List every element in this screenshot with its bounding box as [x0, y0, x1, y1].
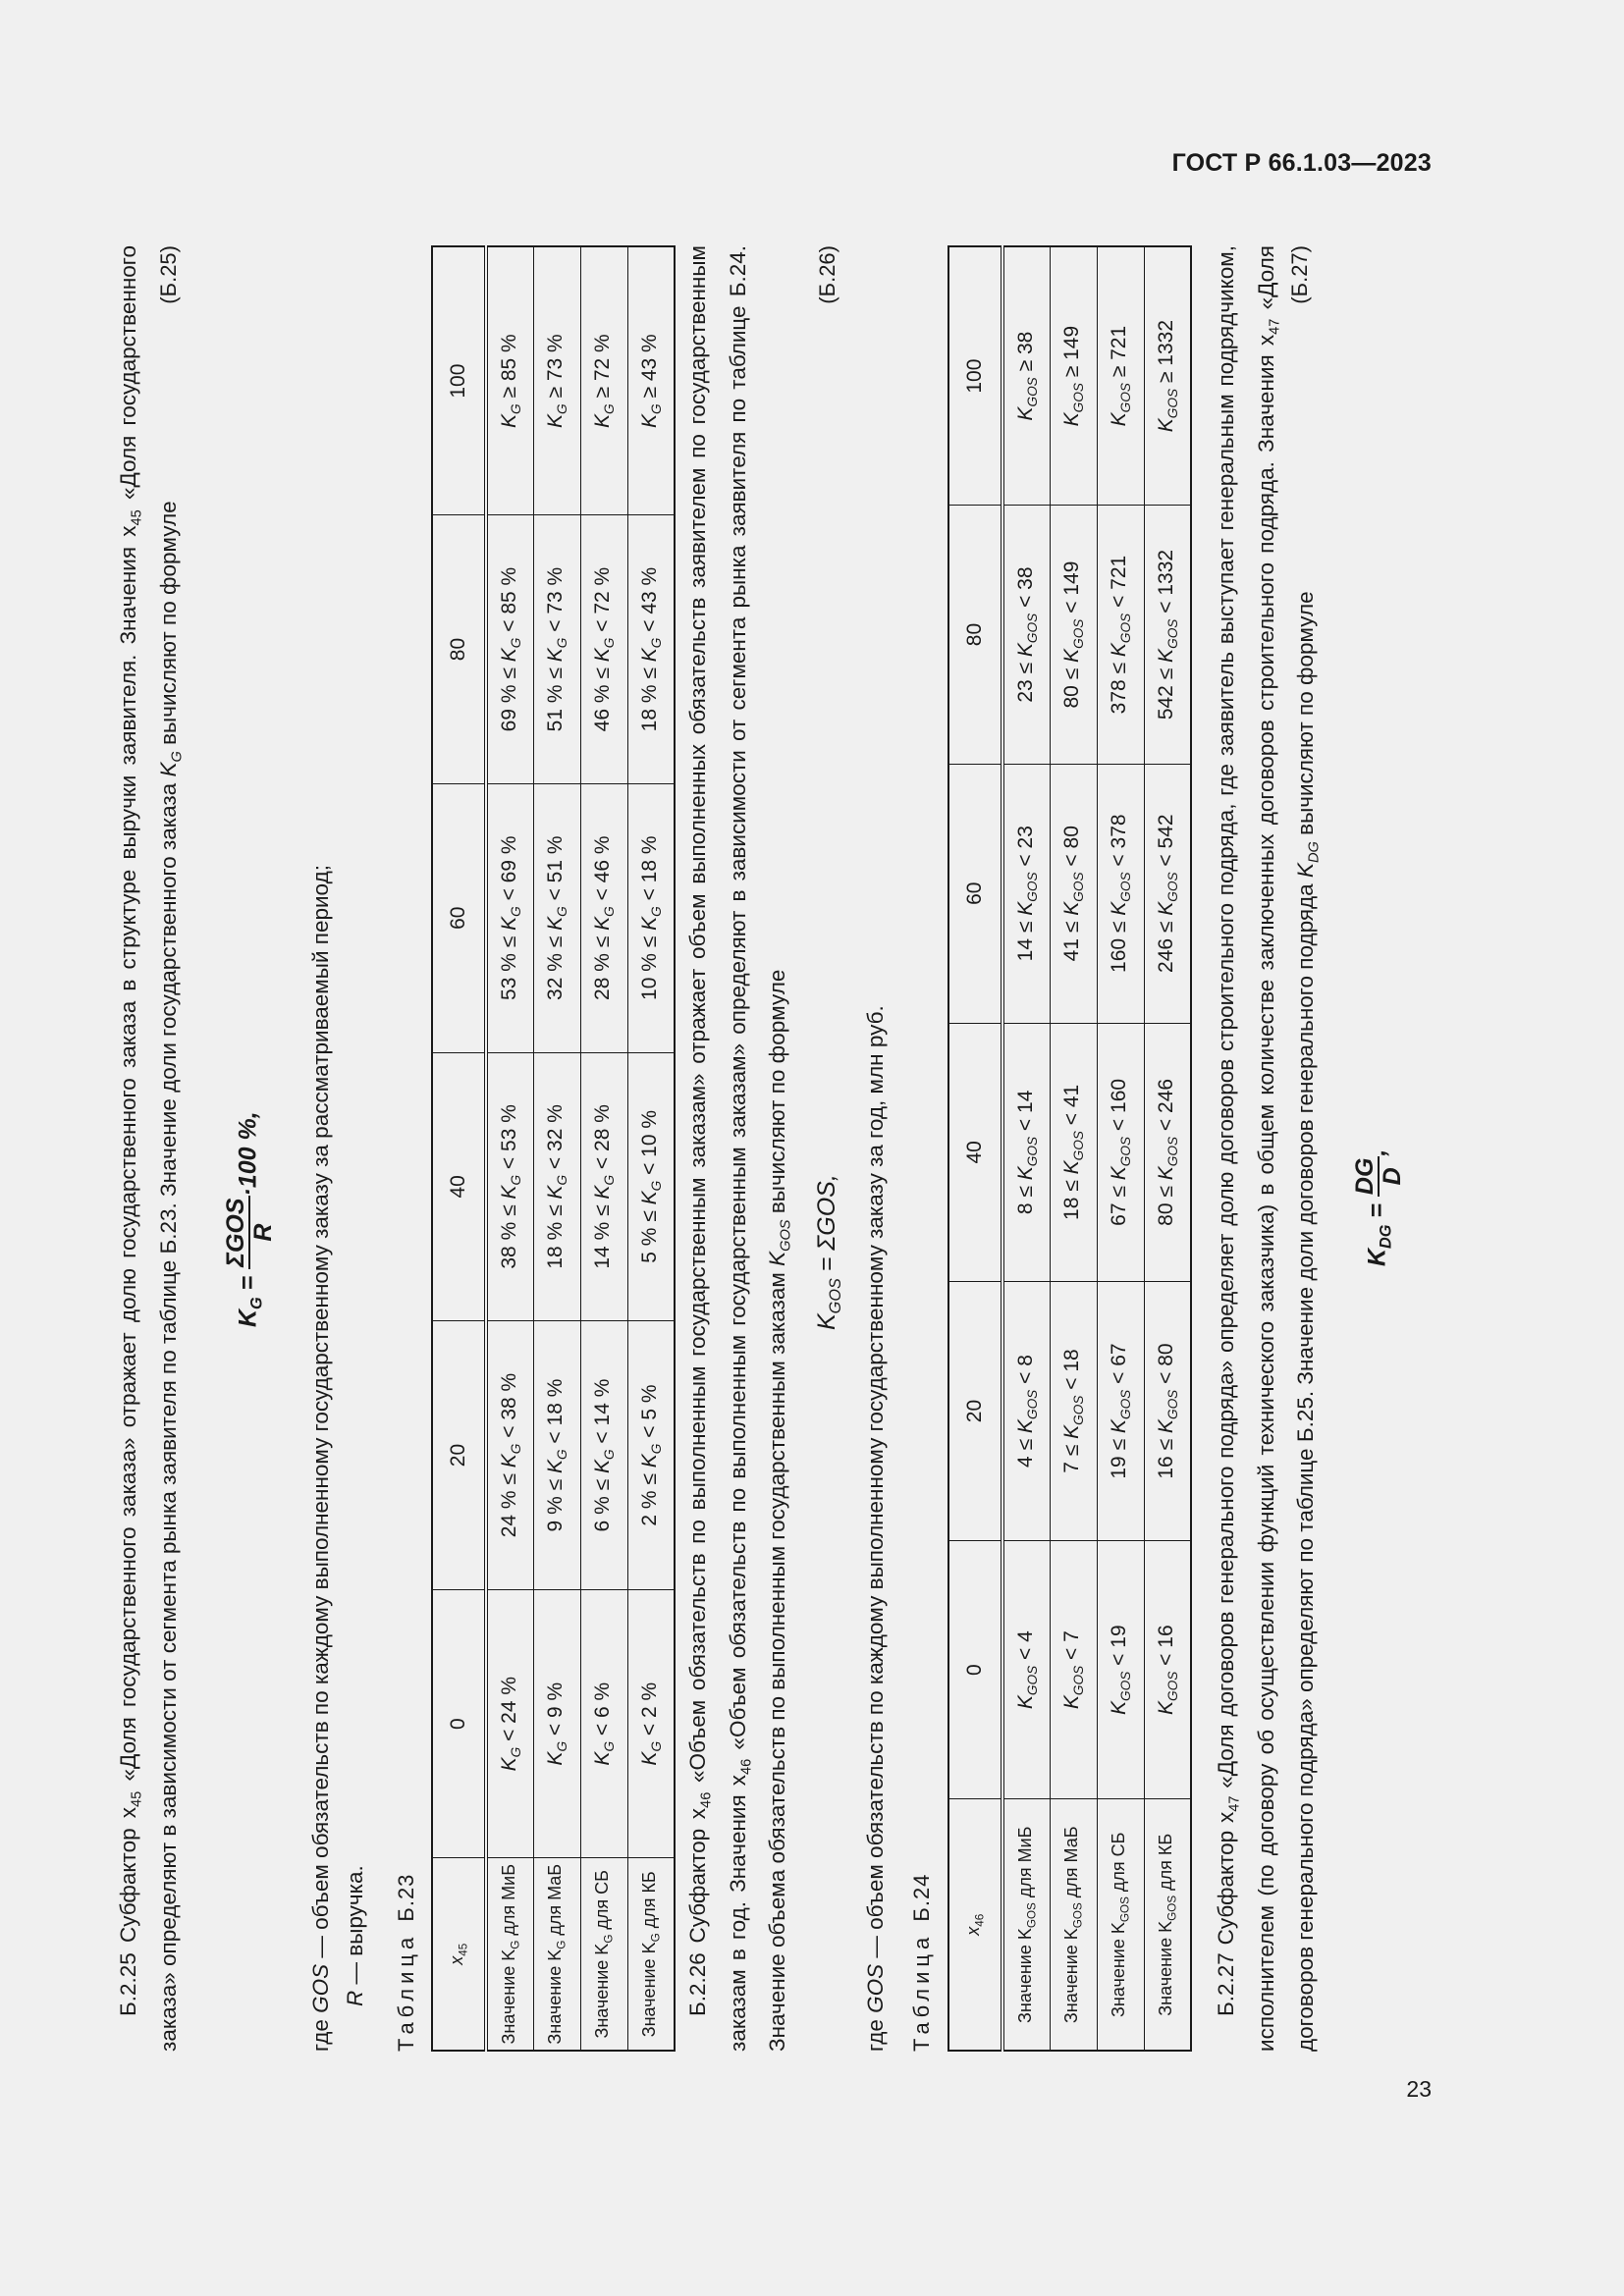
column-header: 0 [432, 1589, 486, 1858]
column-header: 80 [948, 506, 1002, 765]
table-cell: $K_{GOS} \ge 1332$ [1144, 246, 1191, 506]
table-cell: $K_{GOS} < 16$ [1144, 1540, 1191, 1799]
table-cell: $16 \le K_{GOS} < 80$ [1144, 1282, 1191, 1541]
table-cell: $K_{GOS} \ge 721$ [1097, 246, 1144, 506]
table-cell: 51 % ≤ $K_G < 73$ % [533, 515, 580, 784]
table-row [948, 246, 1002, 2051]
table-cell: $542 \le K_{GOS} < 1332$ [1144, 506, 1191, 765]
rotated-content: Б.2.25 Субфактор $x_{45}$ «Доля государственного заказа» отражает долю государственного заказа в структуре выручки заявителя. Значения $x_{45}$ «Доля государственного заказа» определяют в зависимости от сегмента рынка заявителя по таблице Б.23. Значение доли государственного заказа $K_G$ вычисляют по формуле $K_G$ = ΣGOS R ·100 %, (Б.25) где GOS — объем обязательств по каждому выполненному государственному заказу за рассматриваемый период; R — выручка. Таблица Б.23 $x_{45}$ 0 20 40 60 80 100 Значение $K_G$ для МиБ $K_G < 24$ % 24 % ≤ $K_G < 38$ % 38 % ≤ $K_G < 53$ % 53 % ≤ $K_G < 69$ % 69 % ≤ $K_G < 85$ % $K_G \ge 85$ % Значение $K_G$ для МаБ $K_G < 9$ % 9 % ≤ $K_G < 18$ % 18 % ≤ $K_G < 32$ % 32 % ≤ $K_G < 51$ % 51 % ≤ $K_G < 73$ % $K_G \ge 73$ % Значение $K_G$ для СБ $K_G < 6$ % 6 % ≤ $K_G < 14$ % 14 % ≤ $K_G < 28$ % 28 % ≤ $K_G < 46$ % 46 % ≤ $K_G < 72$ % $K_G \ge 72$ % Значение $K_G$ для КБ $K_G < 2$ % 2 % ≤ $K_G < 5$ % 5 % ≤ $K_G < 10$ % 10 % ≤ $K_G < 18$ % 18 % ≤ $K_G < 43$ % $K_G \ge 43$ % Б.2.26 Субфактор $x_{46}$ «Объем обязательств по выполненным государственным заказам» отражает объем выполненных обязательств заявителем по государственным заказам в год. Значения $x_{46}$ «Объем обязательств по выполненным государственным заказам» определяют в зависимости от сегмента рынка заявителя по таблице Б.24. Значение объема обязательств по выполненным государственным заказам $K_{GOS}$ вычисляют по формуле $K_{GOS} = \Sigma GOS$, (Б.26) где GOS — объем обязательств по каждому выполненному государственному заказу за год, млн руб. Таблица Б.24 $x_{46}$ 0 20 40 60 80 100 Значение $K_{GOS}$ для МиБ $K_{GOS} < 4$ $4 \le K_{GOS} < 8$ $8 \le K_{GOS} < 14$ $14 \le K_{GOS} < 23$ $23 \le K_{GOS} < 38$ $K_{GOS} \ge 38$ Значение $K_{GOS}$ для МаБ $K_{GOS} < 7$ $7 \le K_{GOS} < 18$ $18 \le K_{GOS} < 41$ $41 \le K_{GOS} < 80$ $80 \le K_{GOS} < 149$ $K_{GOS} \ge 149$ Значение $K_{GOS}$ для СБ $K_{GOS} < 19$ $19 \le K_{GOS} < 67$ $67 \le K_{GOS} < 160$ $160 \le K_{GOS} < 378$ $378 \le K_{GOS} < 721$ $K_{GOS} \ge 721$ Значение $K_{GOS}$ для КБ $K_{GOS} < 16$ $16 \le K_{GOS} < 80$ $80 \le K_{GOS} < 246$ $246 \le K_{GOS} < 542$ $542 \le K_{GOS} < 1332$ $K_{GOS} \ge 1332$ Б.2.27 Субфактор $x_{47}$ «Доля договоров генерального подряда» определяет долю договоров строительного подряда, где заявитель выступает генеральным подрядчиком, исполнителем (по договору об осуществлении функций технического заказчика) в общем количестве заключенных договоров строительного подряда. Значения $x_{47}$ «Доля договоров генерального подряда» определяют по таблице Б.25. Значение доли договоров генерального подряда $K_{DG}$ вычисляют по формуле $K_{DG}$ = DG D , (Б.27) [113, 245, 1624, 2052]
table-cell: $160 \le K_{GOS} < 378$ [1097, 764, 1144, 1023]
table-cell: 10 % ≤ $K_G < 18$ % [627, 783, 675, 1052]
table-cell: 18 % ≤ $K_G < 32$ % [533, 1052, 580, 1321]
legend-b26: где GOS — объем обязательств по каждому выполненному государственному заказу за год, млн руб. [863, 1005, 888, 2052]
table-cell: $K_G \ge 85$ % [486, 246, 533, 515]
table-cell: 46 % ≤ $K_G < 72$ % [580, 515, 627, 784]
document-header: ГОСТ Р 66.1.03—2023 [1171, 149, 1432, 177]
table-cell: 9 % ≤ $K_G < 18$ % [533, 1321, 580, 1590]
table-cell: $K_{GOS} \ge 149$ [1050, 246, 1097, 506]
column-header: 100 [948, 246, 1002, 506]
table-b24-caption: Таблица Б.24 [909, 1873, 934, 2052]
table-cell: 32 % ≤ $K_G < 51$ % [533, 783, 580, 1052]
table-cell: $80 \le K_{GOS} < 149$ [1050, 506, 1097, 765]
table-cell: $67 \le K_{GOS} < 160$ [1097, 1023, 1144, 1282]
table-b24 [947, 245, 1192, 2052]
page-number: 23 [1406, 2076, 1432, 2102]
row-label: Значение $K_{GOS}$ для МиБ [1002, 1799, 1050, 2051]
table-cell: $19 \le K_{GOS} < 67$ [1097, 1282, 1144, 1541]
table-cell: 5 % ≤ $K_G < 10$ % [627, 1052, 675, 1321]
table-cell: $14 \le K_{GOS} < 23$ [1002, 764, 1050, 1023]
legend-b25: где GOS — объем обязательств по каждому выполненному государственному заказу за рассматриваемый период; R — выручка. [308, 865, 367, 2052]
column-header: 80 [432, 515, 486, 784]
table-cell: $18 \le K_{GOS} < 41$ [1050, 1023, 1097, 1282]
table-cell: $23 \le K_{GOS} < 38$ [1002, 506, 1050, 765]
table-cell: $K_G \ge 73$ % [533, 246, 580, 515]
table-b23 [431, 245, 676, 2052]
table-row [432, 246, 486, 2051]
row-label: Значение $K_{GOS}$ для СБ [1097, 1799, 1144, 2051]
table-cell: 53 % ≤ $K_G < 69$ % [486, 783, 533, 1052]
row-label: Значение $K_G$ для КБ [627, 1858, 675, 2051]
table-cell: 28 % ≤ $K_G < 46$ % [580, 783, 627, 1052]
table-cell: $7 \le K_{GOS} < 18$ [1050, 1282, 1097, 1541]
table-cell: $4 \le K_{GOS} < 8$ [1002, 1282, 1050, 1541]
table-cell: $K_{GOS} \ge 38$ [1002, 246, 1050, 506]
table-cell: $K_G < 2$ % [627, 1589, 675, 1858]
column-header: 20 [432, 1321, 486, 1590]
paragraph-b225: Б.2.25 Субфактор $x_{45}$ «Доля государственного заказа» отражает долю государственного заказа в структуре выручки заявителя. Значения $x_{45}$ «Доля государственного заказа» определяют в зависимости от сегмента рынка заявителя по таблице Б.23. Значение доли государственного заказа $K_G$ вычисляют по формуле [116, 245, 185, 2052]
row-label: Значение $K_{GOS}$ для КБ [1144, 1799, 1191, 2051]
table-cell: 38 % ≤ $K_G < 53$ % [486, 1052, 533, 1321]
table-cell: 69 % ≤ $K_G < 85$ % [486, 515, 533, 784]
column-header: 40 [432, 1052, 486, 1321]
table-cell: $K_G < 6$ % [580, 1589, 627, 1858]
equation-number-b25: (Б.25) [156, 245, 181, 304]
table-row [1144, 246, 1191, 2051]
table-cell: $K_{GOS} < 19$ [1097, 1540, 1144, 1799]
equation-number-b27: (Б.27) [1287, 245, 1312, 304]
table-row [533, 246, 580, 2051]
table-cell: $378 \le K_{GOS} < 721$ [1097, 506, 1144, 765]
row-label: Значение $K_{GOS}$ для МаБ [1050, 1799, 1097, 2051]
column-header: 60 [432, 783, 486, 1052]
table-cell: $K_G < 24$ % [486, 1589, 533, 1858]
table-cell: 6 % ≤ $K_G < 14$ % [580, 1321, 627, 1590]
table-b23-caption: Таблица Б.23 [394, 1873, 418, 2052]
table-cell: $80 \le K_{GOS} < 246$ [1144, 1023, 1191, 1282]
table-cell: $K_{GOS} < 7$ [1050, 1540, 1097, 1799]
paragraph-b226: Б.2.26 Субфактор $x_{46}$ «Объем обязательств по выполненным государственным заказам» отражает объем выполненных обязательств заявителем по государственным заказам в год. Значения $x_{46}$ «Объем обязательств по выполненным государственным заказам» определяют в зависимости от сегмента рынка заявителя по таблице Б.24. Значение объема обязательств по выполненным государственным заказам $K_{GOS}$ вычисляют по формуле [685, 245, 794, 2052]
table-cell: $K_{GOS} < 4$ [1002, 1540, 1050, 1799]
table-cell: 24 % ≤ $K_G < 38$ % [486, 1321, 533, 1590]
column-header: 100 [432, 246, 486, 515]
corner-cell: $x_{46}$ [948, 1799, 1002, 2051]
table-cell: $K_G \ge 43$ % [627, 246, 675, 515]
column-header: 20 [948, 1282, 1002, 1541]
row-label: Значение $K_G$ для МиБ [486, 1858, 533, 2051]
column-header: 60 [948, 764, 1002, 1023]
table-cell: $K_G \ge 72$ % [580, 246, 627, 515]
table-cell: $246 \le K_{GOS} < 542$ [1144, 764, 1191, 1023]
table-row [1097, 246, 1144, 2051]
corner-cell: $x_{45}$ [432, 1858, 486, 2051]
table-cell: 14 % ≤ $K_G < 28$ % [580, 1052, 627, 1321]
equation-number-b26: (Б.26) [815, 245, 839, 304]
table-cell: 2 % ≤ $K_G < 5$ % [627, 1321, 675, 1590]
table-row [1050, 246, 1097, 2051]
paragraph-b227: Б.2.27 Субфактор $x_{47}$ «Доля договоров генерального подряда» определяет долю договоров строительного подряда, где заявитель выступает генеральным подрядчиком, исполнителем (по договору об осуществлении функций технического заказчика) в общем количестве заключенных договоров строительного подряда. Значения $x_{47}$ «Доля договоров генерального подряда» определяют по таблице Б.25. Значение доли договоров генерального подряда $K_{DG}$ вычисляют по формуле [1214, 245, 1323, 2052]
column-header: 40 [948, 1023, 1002, 1282]
column-header: 0 [948, 1540, 1002, 1799]
table-cell: $K_G < 9$ % [533, 1589, 580, 1858]
table-cell: $41 \le K_{GOS} < 80$ [1050, 764, 1097, 1023]
table-row [627, 246, 675, 2051]
table-row [580, 246, 627, 2051]
table-row [1002, 246, 1050, 2051]
table-cell: $8 \le K_{GOS} < 14$ [1002, 1023, 1050, 1282]
row-label: Значение $K_G$ для МаБ [533, 1858, 580, 2051]
row-label: Значение $K_G$ для СБ [580, 1858, 627, 2051]
table-row [486, 246, 533, 2051]
table-cell: 18 % ≤ $K_G < 43$ % [627, 515, 675, 784]
